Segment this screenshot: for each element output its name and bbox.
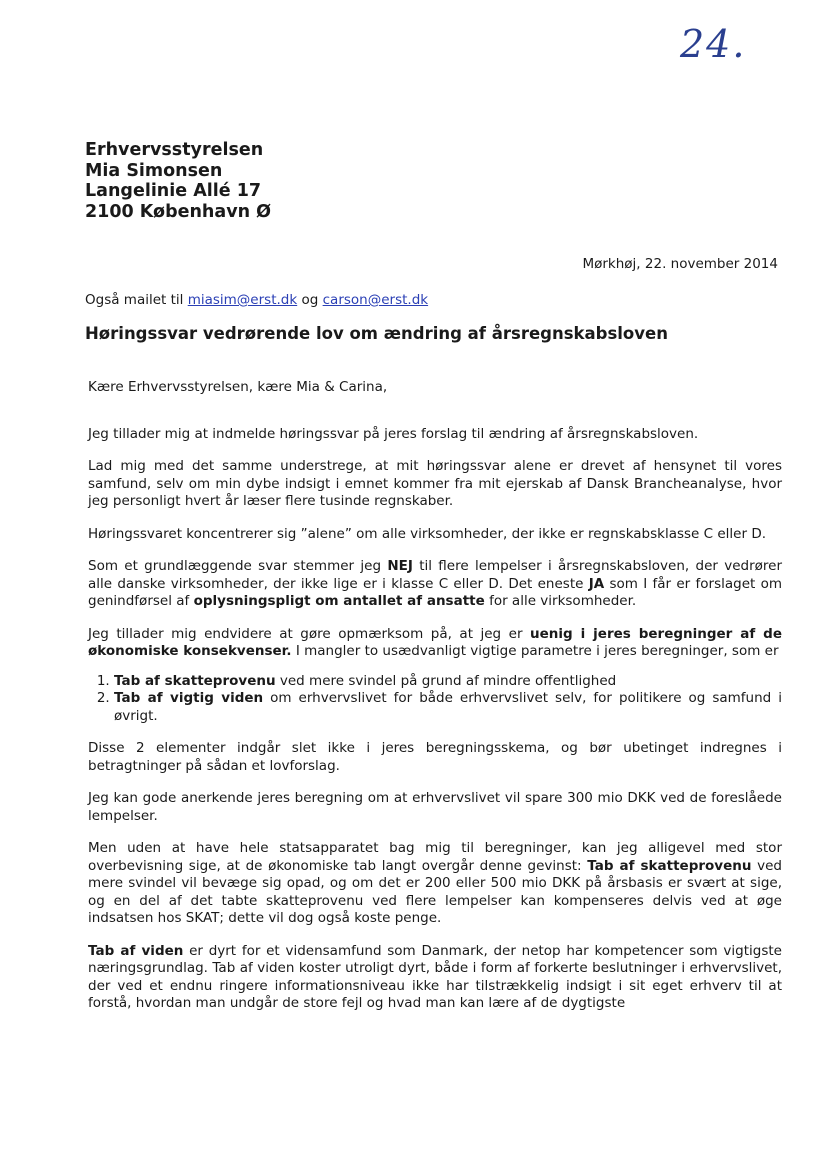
letter-body <box>88 379 782 1028</box>
address-line-name: Mia Simonsen <box>85 160 223 181</box>
list-item-text: om erhvervslivet for både erhvervslivet selv, for politikere og samfund i øvrigt. <box>114 690 782 724</box>
salutation: Kære Erhvervsstyrelsen, kære Mia & Carina, <box>88 379 388 395</box>
emphasis-ja: JA <box>588 575 605 592</box>
recipient-address <box>85 140 271 222</box>
text: er dyrt for et vidensamfund som Danmark, der netop har kompetencer som vigtigste næringsgrundlag. Tab af viden koster utroligt dyrt, både i form af forkerte beslutninger i erhvervslivet, der ved et endnu ringere informationsniveau ikke har tilstrækkelig indsigt i sit eget erhverv til at forstå, hvordan man undgår de store fejl og hvad man kan lære af de dygtigste <box>88 942 782 1011</box>
text: for alle virksomheder. <box>489 593 637 609</box>
paragraph-intro: Jeg tillader mig at indmelde høringssvar på jeres forslag til ændring af årsregnskabsloven. <box>88 425 699 442</box>
list-item-title: Tab af vigtig viden <box>114 690 264 706</box>
also-mailed-joiner: og <box>301 292 319 308</box>
paragraph-motivation: Lad mig med det samme understrege, at mit høringssvar alene er drevet af hensynet til vores samfund, selv om min dybe indsigt i emnet kommer fra mit ejerskab af Dansk Brancheanalyse, hvor jeg personligt hvert år læser flere tusinde regnskaber. <box>88 458 782 509</box>
letter-subject: Høringssvar vedrørende lov om ændring af årsregnskabsloven <box>85 324 668 343</box>
paragraph-scope: Høringssvaret koncentrerer sig ”alene” om alle virksomheder, der ikke er regnskabsklasse C eller D. <box>88 525 767 542</box>
address-line-city: 2100 København Ø <box>85 201 272 222</box>
address-line-street: Langelinie Allé 17 <box>85 181 262 201</box>
emphasis-disclosure: oplysningspligt om antallet af ansatte <box>193 593 485 609</box>
text: ved mere svindel vil bevæge sig opad, og om det er 200 eller 500 mio DKK på årsbasis er svært at sige, og en del af det tabte skatteprovenu ved flere lempelser kan kompenseres delvis ved at øge indsatsen hos SKAT; dette vil dog også koste penge. <box>88 857 782 926</box>
paragraph-knowledge-loss <box>88 943 782 1013</box>
text: som I får er forslaget om genindførsel af <box>88 575 783 609</box>
list-item <box>114 673 782 691</box>
text: til flere lempelser i årsregnskabsloven, der vedrører alle danske virksomheder, der ikke lige er i klasse C eller D. Det eneste <box>88 558 783 592</box>
also-mailed-prefix: Også mailet til <box>85 292 184 308</box>
text: Jeg tillader mig endvidere at gøre opmærksom på, at jeg er <box>88 625 523 642</box>
letter-date: Mørkhøj, 22. november 2014 <box>582 256 778 272</box>
email-link-miasim[interactable]: miasim@erst.dk <box>187 292 298 308</box>
emphasis-nej: NEJ <box>387 558 413 574</box>
paragraph-savings: Jeg kan gode anerkende jeres beregning om at erhvervslivet vil spare 300 mio DKK ved de foreslåede lempelser. <box>88 790 782 824</box>
email-link-carson[interactable]: carson@erst.dk <box>322 292 429 308</box>
handwritten-page-number: 24. <box>680 22 747 66</box>
list-item-title: Tab af skatteprovenu <box>114 672 276 689</box>
also-mailed-line <box>85 292 428 308</box>
missing-parameters-list <box>88 673 782 726</box>
emphasis-knowledge-loss: Tab af viden <box>88 942 184 959</box>
paragraph-position <box>88 558 782 611</box>
paragraph-disagreement <box>88 626 782 661</box>
list-item <box>114 690 782 725</box>
text: I mangler to usædvanligt vigtige parametre i jeres beregninger, som er <box>295 643 779 659</box>
address-line-org: Erhvervsstyrelsen <box>85 140 264 160</box>
emphasis-disagreement: uenig i jeres beregninger af de økonomiske konsekvenser. <box>88 625 782 659</box>
text: Men uden at have hele statsapparatet bag mig til beregninger, kan jeg alligevel med stor overbevisning sige, at de økonomiske tab langt overgår denne gevinst: <box>88 840 782 874</box>
paragraph-calculation-scheme: Disse 2 elementer indgår slet ikke i jeres beregningsskema, og bør ubetinget indregnes i betragtninger på sådan et lovforslag. <box>88 740 782 774</box>
list-item-text: ved mere svindel på grund af mindre offentlighed <box>279 672 617 689</box>
emphasis-tax-loss: Tab af skatteprovenu <box>587 857 752 874</box>
text: Som et grundlæggende svar stemmer jeg <box>88 558 382 574</box>
paragraph-tax-loss <box>88 840 782 928</box>
